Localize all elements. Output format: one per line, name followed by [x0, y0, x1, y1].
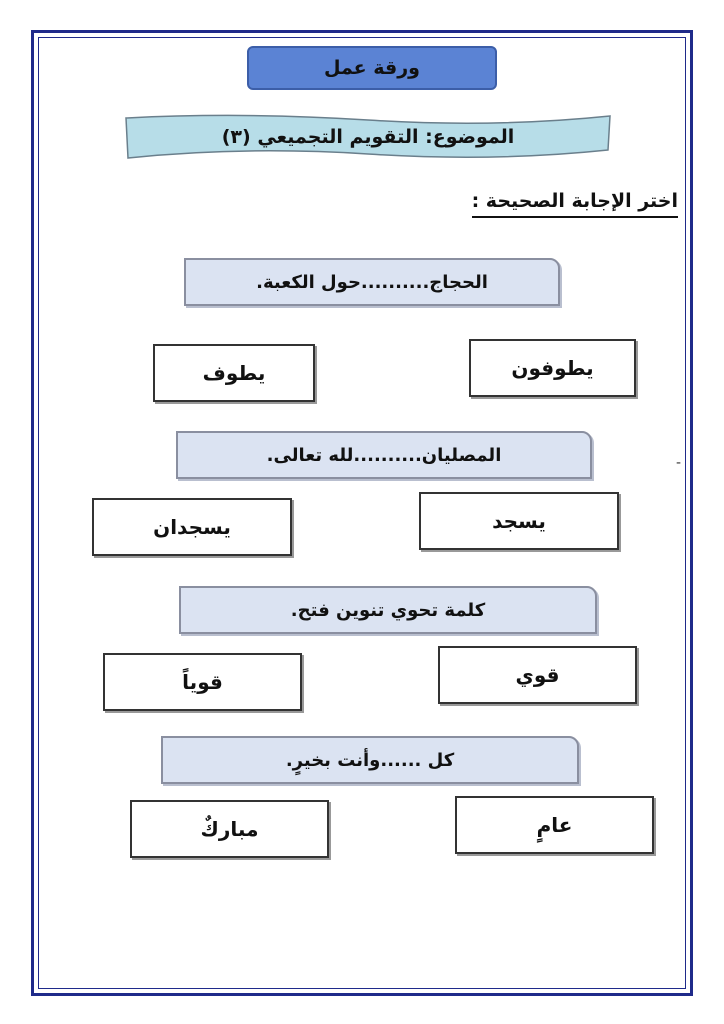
option-label: يسجد: [492, 509, 546, 533]
option-label: يطوفون: [511, 356, 594, 380]
question-3-option-left[interactable]: [103, 653, 302, 711]
question-4: [161, 736, 579, 784]
question-4-option-right[interactable]: [455, 796, 654, 854]
question-3: [179, 586, 597, 634]
option-label: عامٍ: [536, 813, 573, 837]
question-2: [176, 431, 592, 479]
question-3-option-right[interactable]: [438, 646, 637, 704]
question-3-text: كلمة تحوي تنوين فتح.: [290, 599, 486, 621]
worksheet-title-text: ورقة عمل: [323, 57, 420, 79]
question-2-option-left[interactable]: [92, 498, 292, 556]
option-label: مباركٌ: [200, 817, 259, 841]
option-label: قوياً: [182, 670, 223, 694]
option-label: يطوف: [202, 361, 266, 385]
question-4-text: كل ......وأنت بخيرٍ.: [285, 749, 455, 771]
topic-banner: [118, 110, 618, 164]
option-label: قوي: [515, 663, 560, 687]
question-1-option-left[interactable]: [153, 344, 315, 402]
worksheet-title: [247, 46, 497, 90]
instruction-text: اختر الإجابة الصحيحة :: [472, 190, 678, 218]
question-1-text: الحجاج..........حول الكعبة.: [256, 271, 488, 293]
question-4-option-left[interactable]: [130, 800, 329, 858]
question-1: [184, 258, 560, 306]
stray-mark: -: [676, 455, 682, 471]
question-1-option-right[interactable]: [469, 339, 636, 397]
option-label: يسجدان: [153, 515, 231, 539]
topic-text: الموضوع: التقويم التجميعي (٣): [221, 126, 515, 148]
question-2-text: المصليان..........لله تعالى.: [266, 444, 502, 466]
question-2-option-right[interactable]: [419, 492, 619, 550]
